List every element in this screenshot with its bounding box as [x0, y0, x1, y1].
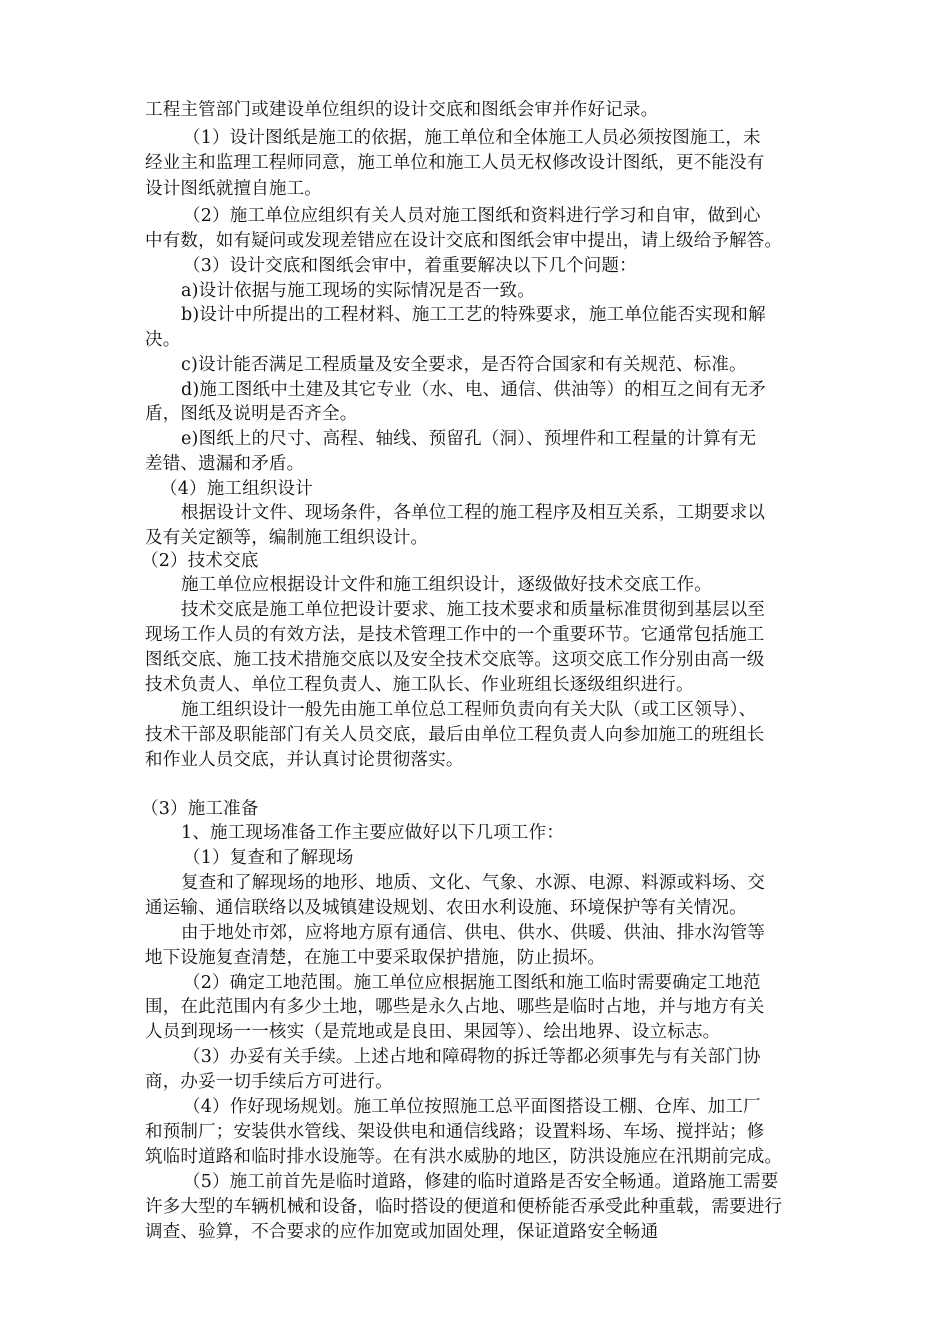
- text-line: 图纸交底、施工技术措施交底以及安全技术交底等。这项交底工作分别由高一级: [145, 650, 765, 670]
- text-line: 技术干部及职能部门有关人员交底，最后由单位工程负责人向参加施工的班组长: [145, 725, 765, 745]
- text-line: （2）施工单位应组织有关人员对施工图纸和资料进行学习和自审，做到心: [183, 206, 761, 226]
- text-line: 及有关定额等，编制施工组织设计。: [145, 528, 429, 548]
- section-heading: （3）施工准备: [141, 799, 259, 819]
- text-line: （5）施工前首先是临时道路，修建的临时道路是否安全畅通。道路施工需要: [183, 1172, 779, 1192]
- text-line: （2）确定工地范围。施工单位应根据施工图纸和施工临时需要确定工地范: [183, 973, 761, 993]
- text-line: 技术交底是施工单位把设计要求、施工技术要求和质量标准贯彻到基层以至: [181, 600, 766, 620]
- text-line: （1）复查和了解现场: [183, 848, 354, 868]
- text-line: 地下设施复查清楚，在施工中要采取保护措施，防止损坏。: [145, 948, 606, 968]
- text-line: 差错、遗漏和矛盾。: [145, 454, 305, 474]
- text-line: 技术负责人、单位工程负责人、施工队长、作业班组长逐级组织进行。: [145, 675, 694, 695]
- section-heading: （2）技术交底: [141, 551, 259, 571]
- text-line: 施工组织设计一般先由施工单位总工程师负责向有关大队（或工区领导）、: [181, 700, 757, 720]
- text-line: 许多大型的车辆机械和设备，临时搭设的便道和便桥能否承受此种重载，需要进行: [145, 1197, 783, 1217]
- text-line: 施工单位应根据设计文件和施工组织设计，逐级做好技术交底工作。: [181, 575, 712, 595]
- text-line: 通运输、通信联络以及城镇建设规划、农田水利设施、环境保护等有关情况。: [145, 898, 747, 918]
- text-line: e)图纸上的尺寸、高程、轴线、预留孔（洞）、预埋件和工程量的计算有无: [181, 429, 757, 449]
- text-line: （3）办妥有关手续。上述占地和障碍物的拆迁等都必须事先与有关部门协: [183, 1047, 761, 1067]
- text-line: 和作业人员交底，并认真讨论贯彻落实。: [145, 750, 464, 770]
- text-line: （3）设计交底和图纸会审中，着重要解决以下几个问题：: [183, 256, 637, 276]
- text-line: 中有数，如有疑问或发现差错应在设计交底和图纸会审中提出，请上级给予解答。: [145, 231, 783, 251]
- text-line: c)设计能否满足工程质量及安全要求，是否符合国家和有关规范、标准。: [181, 355, 747, 375]
- text-line: 由于地处市郊，应将地方原有通信、供电、供水、供暖、供油、排水沟管等: [181, 923, 766, 943]
- text-line: 筑临时道路和临时排水设施等。在有洪水威胁的地区，防洪设施应在汛期前完成。: [145, 1147, 783, 1167]
- section-heading: （4）施工组织设计: [160, 479, 313, 499]
- text-line: 1、施工现场准备工作主要应做好以下几项工作：: [181, 823, 565, 843]
- text-line: 根据设计文件、现场条件，各单位工程的施工程序及相互关系，工期要求以: [181, 503, 766, 523]
- text-line: a)设计依据与施工现场的实际情况是否一致。: [181, 281, 535, 301]
- text-line: （4）作好现场规划。施工单位按照施工总平面图搭设工棚、仓库、加工厂: [183, 1097, 761, 1117]
- text-line: b)设计中所提出的工程材料、施工工艺的特殊要求，施工单位能否实现和解: [181, 305, 766, 325]
- text-line: 复查和了解现场的地形、地质、文化、气象、水源、电源、料源或料场、交: [181, 873, 766, 893]
- text-line: 设计图纸就擅自施工。: [145, 179, 322, 199]
- text-line: 现场工作人员的有效方法，是技术管理工作中的一个重要环节。它通常包括施工: [145, 625, 765, 645]
- text-line: 调查、验算，不合要求的应作加宽或加固处理，保证道路安全畅通: [145, 1222, 659, 1242]
- text-line: （1）设计图纸是施工的依据，施工单位和全体施工人员必须按图施工，未: [183, 128, 761, 148]
- text-line: 和预制厂；安装供水管线、架设供电和通信线路；设置料场、车场、搅拌站；修: [145, 1122, 765, 1142]
- text-line: 经业主和监理工程师同意，施工单位和施工人员无权修改设计图纸，更不能没有: [145, 153, 765, 173]
- text-line: 人员到现场一一核实（是荒地或是良田、果园等）、绘出地界、设立标志。: [145, 1022, 721, 1042]
- text-line: 围，在此范围内有多少土地，哪些是永久占地、哪些是临时占地，并与地方有关: [145, 997, 765, 1017]
- text-line: 商，办妥一切手续后方可进行。: [145, 1072, 393, 1092]
- text-line: d)施工图纸中土建及其它专业（水、电、通信、供油等）的相互之间有无矛: [181, 380, 766, 400]
- text-line: 决。: [145, 330, 181, 350]
- text-line: 盾，图纸及说明是否齐全。: [145, 404, 358, 424]
- text-line: 工程主管部门或建设单位组织的设计交底和图纸会审并作好记录。: [145, 100, 659, 120]
